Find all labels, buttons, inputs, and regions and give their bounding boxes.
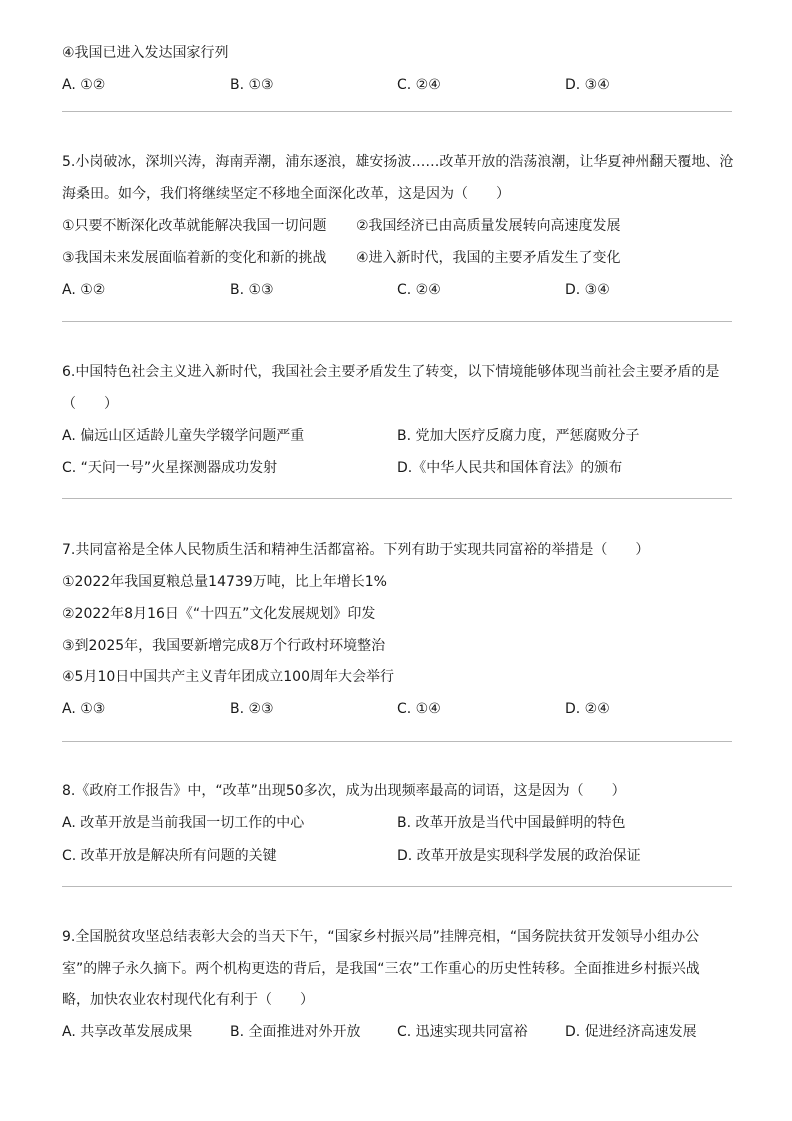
q6-stem-line-2: （ ） bbox=[62, 396, 118, 412]
q4-option-a[interactable]: A. ①② bbox=[62, 77, 106, 93]
q6-option-d[interactable]: D.《中华人民共和国体育法》的颁布 bbox=[397, 460, 623, 476]
q7-option-a[interactable]: A. ①③ bbox=[62, 701, 106, 717]
q5-stem-line-2: 海桑田。如今，我们将继续坚定不移地全面深化改革，这是因为（ ） bbox=[62, 186, 510, 202]
divider bbox=[62, 498, 732, 499]
q9-stem-line-3: 略，加快农业农村现代化有利于（ ） bbox=[62, 992, 314, 1008]
q5-option-b[interactable]: B. ①③ bbox=[230, 282, 274, 298]
q7-item-2: ②2022年8月16日《“十四五”文化发展规划》印发 bbox=[62, 606, 376, 622]
divider bbox=[62, 741, 732, 742]
q6-option-c[interactable]: C. “天问一号”火星探测器成功发射 bbox=[62, 460, 278, 476]
q4-item-4: ④我国已进入发达国家行列 bbox=[62, 45, 229, 61]
q4-option-c[interactable]: C. ②④ bbox=[397, 77, 441, 93]
q9-option-a[interactable]: A. 共享改革发展成果 bbox=[62, 1024, 193, 1040]
divider bbox=[62, 111, 732, 112]
q7-item-1: ①2022年我国夏粮总量14739万吨，比上年增长1% bbox=[62, 574, 387, 590]
q7-item-4: ④5月10日中国共产主义青年团成立100周年大会举行 bbox=[62, 669, 394, 685]
q8-option-b[interactable]: B. 改革开放是当代中国最鲜明的特色 bbox=[397, 815, 626, 831]
q8-stem: 8.《政府工作报告》中，“改革”出现50多次，成为出现频率最高的词语，这是因为（ ） bbox=[62, 783, 626, 799]
q5-option-a[interactable]: A. ①② bbox=[62, 282, 106, 298]
q8-option-a[interactable]: A. 改革开放是当前我国一切工作的中心 bbox=[62, 815, 305, 831]
q7-option-d[interactable]: D. ②④ bbox=[565, 701, 610, 717]
q7-item-3: ③到2025年，我国要新增完成8万个行政村环境整治 bbox=[62, 638, 386, 654]
divider bbox=[62, 321, 732, 322]
q7-option-b[interactable]: B. ②③ bbox=[230, 701, 274, 717]
q5-option-d[interactable]: D. ③④ bbox=[565, 282, 610, 298]
q9-option-b[interactable]: B. 全面推进对外开放 bbox=[230, 1024, 361, 1040]
q6-option-a[interactable]: A. 偏远山区适龄儿童失学辍学问题严重 bbox=[62, 428, 305, 444]
q4-option-d[interactable]: D. ③④ bbox=[565, 77, 610, 93]
q9-option-d[interactable]: D. 促进经济高速发展 bbox=[565, 1024, 697, 1040]
q9-option-c[interactable]: C. 迅速实现共同富裕 bbox=[397, 1024, 528, 1040]
q4-option-b[interactable]: B. ①③ bbox=[230, 77, 274, 93]
q9-stem-line-2: 室”的牌子永久摘下。两个机构更迭的背后，是我国“三农”工作重心的历史性转移。全面推进乡村振兴战 bbox=[62, 961, 700, 977]
q5-item-1: ①只要不断深化改革就能解决我国一切问题 bbox=[62, 218, 327, 234]
q9-stem-line-1: 9.全国脱贫攻坚总结表彰大会的当天下午，“国家乡村振兴局”挂牌亮相，“国务院扶贫开发领导小组办公 bbox=[62, 929, 700, 945]
q8-option-d[interactable]: D. 改革开放是实现科学发展的政治保证 bbox=[397, 848, 641, 864]
q8-option-c[interactable]: C. 改革开放是解决所有问题的关键 bbox=[62, 848, 277, 864]
q7-option-c[interactable]: C. ①④ bbox=[397, 701, 441, 717]
q5-item-3: ③我国未来发展面临着新的变化和新的挑战 bbox=[62, 250, 327, 266]
q5-stem-line-1: 5.小岗破冰，深圳兴涛，海南弄潮，浦东逐浪，雄安扬波……改革开放的浩荡浪潮，让华夏神州翻天覆地、沧 bbox=[62, 154, 734, 170]
q5-option-c[interactable]: C. ②④ bbox=[397, 282, 441, 298]
q5-item-4: ④进入新时代，我国的主要矛盾发生了变化 bbox=[356, 250, 621, 266]
divider bbox=[62, 886, 732, 887]
q5-item-2: ②我国经济已由高质量发展转向高速度发展 bbox=[356, 218, 621, 234]
q6-stem-line-1: 6.中国特色社会主义进入新时代，我国社会主要矛盾发生了转变，以下情境能够体现当前社会主要矛盾的是 bbox=[62, 364, 720, 380]
q6-option-b[interactable]: B. 党加大医疗反腐力度，严惩腐败分子 bbox=[397, 428, 640, 444]
q7-stem: 7.共同富裕是全体人民物质生活和精神生活都富裕。下列有助于实现共同富裕的举措是（ ） bbox=[62, 542, 650, 558]
